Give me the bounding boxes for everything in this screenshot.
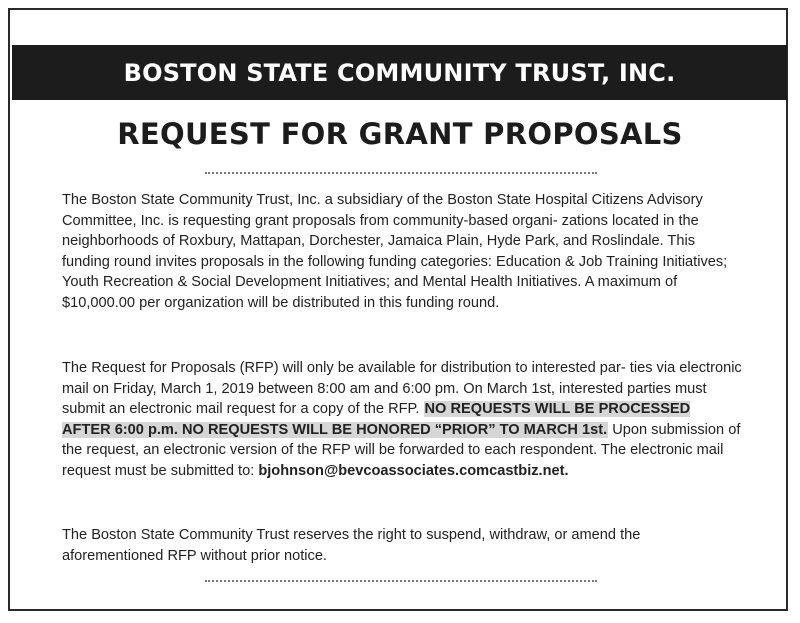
paragraph-2-after: Upon submission of the request, an electronic version of the RFP will be forwarded to each respondent. The electronic mail request must be submitted to: (62, 421, 741, 479)
paragraph-disclaimer (62, 525, 742, 566)
contact-email-link[interactable]: bjohnson@bevcoassociates.comcastbiz.net. (258, 462, 569, 479)
bottom-dotted-divider (205, 580, 597, 582)
paragraph-2-text (62, 358, 742, 481)
notice-title: REQUEST FOR GRANT PROPOSALS (117, 117, 683, 151)
paragraph-2-intro: The Request for Proposals (RFP) will only be available for distribution to interested par- ties via electronic mail on Friday, March 1, 2019 between 8:00 am and 6:00 pm. On March 1st, interested parties must submit an electronic mail request for a copy of the RFP. (62, 360, 742, 417)
top-dotted-divider (205, 172, 597, 174)
organization-banner (12, 45, 787, 100)
deadline-warning: NO REQUESTS WILL BE PROCESSED AFTER 6:00 p.m. NO REQUESTS WILL BE HONORED “PRIOR” TO MARCH 1st. (62, 401, 691, 438)
paragraph-rfp-distribution (62, 358, 742, 481)
banner-text: BOSTON STATE COMMUNITY TRUST, INC. (123, 58, 676, 87)
paragraph-3-text: The Boston State Community Trust reserves the right to suspend, withdraw, or amend the aforementioned RFP without prior notice. (62, 527, 641, 564)
paragraph-1-text: The Boston State Community Trust, Inc. a subsidiary of the Boston State Hospital Citizens Advisory Committee, Inc. is requesting grant proposals from community-based organi- zations located in the neighborhoods of Roxbury, Mattapan, Dorchester, Jamaica Plain, Hyde Park, and Roslindale. This funding round invites proposals in the following funding categories: Education & Job Training Initiatives; Youth Recreation & Social Development Initiatives; and Mental Health Initiatives. A maximum of $10,000.00 per organization will be distributed in this funding round. (62, 192, 728, 311)
paragraph-intro (62, 190, 742, 313)
